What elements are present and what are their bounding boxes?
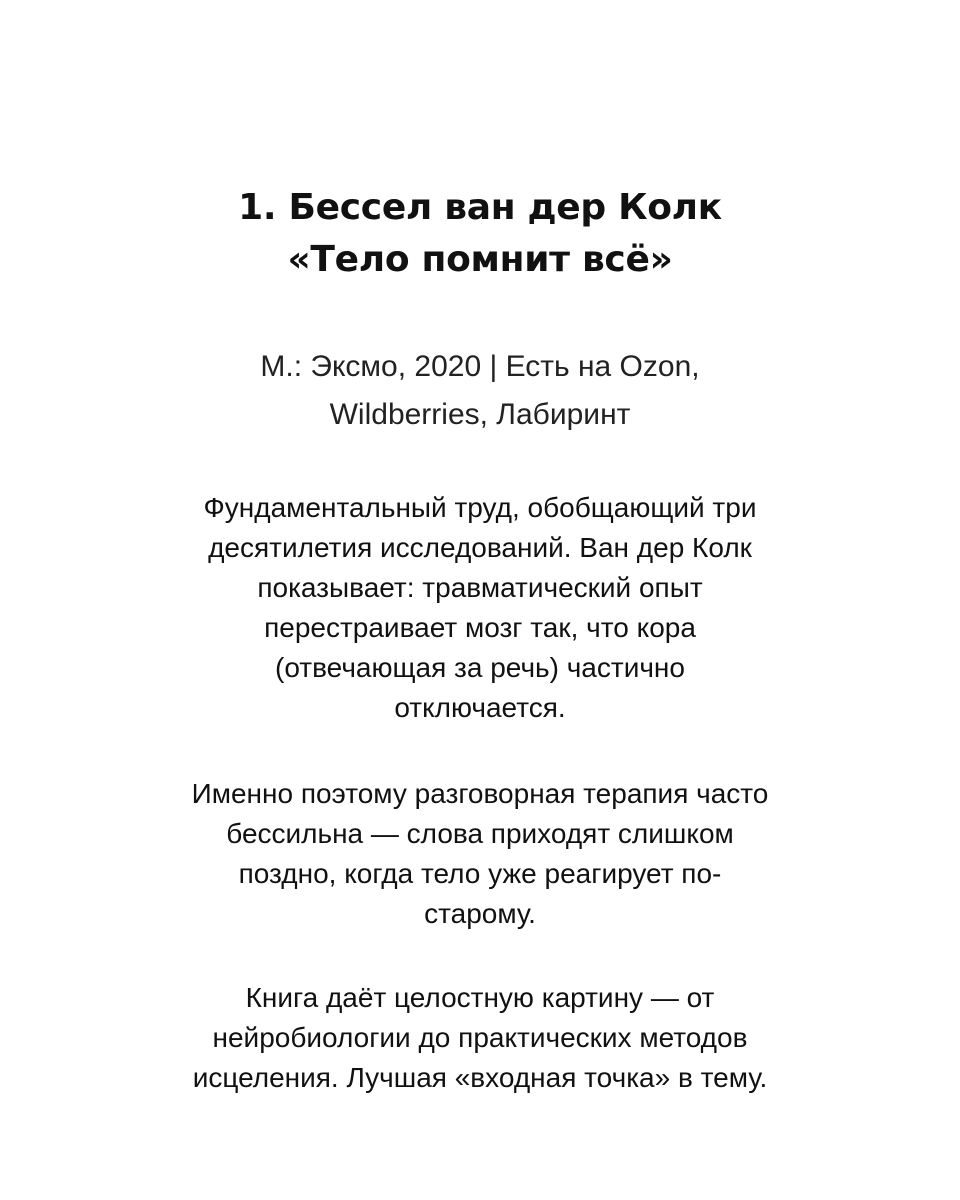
publication-info-line: М.: Эксмо, 2020 | Есть на Ozon,	[260, 350, 700, 383]
paragraph-line: перестраивает мозг так, что кора	[264, 612, 696, 643]
description-paragraph	[80, 774, 880, 934]
paragraph-line: старому.	[424, 898, 536, 929]
paragraph-line: (отвечающая за речь) частично	[275, 652, 685, 683]
description-paragraph	[80, 488, 880, 728]
paragraph-line: Книга даёт целостную картину — от	[245, 982, 715, 1013]
paragraph-line: бессильна — слова приходят слишком	[226, 818, 734, 849]
description-paragraph	[80, 978, 880, 1098]
paragraph-line: нейробиологии до практических методов	[212, 1022, 748, 1053]
paragraph-line: показывает: травматический опыт	[257, 572, 703, 603]
paragraph-line: исцеления. Лучшая «входная точка» в тему.	[192, 1062, 768, 1093]
paragraph-line: Фундаментальный труд, обобщающий три	[203, 492, 757, 523]
book-title	[80, 182, 880, 286]
publication-info-line: Wildberries, Лабиринт	[329, 398, 631, 431]
paragraph-line: поздно, когда тело уже реагирует по-	[238, 858, 722, 889]
book-title-line-author: 1. Бессел ван дер Колк	[238, 187, 722, 228]
book-title-line-name: «Тело помнит всё»	[287, 239, 673, 280]
paragraph-line: отключается.	[394, 692, 566, 723]
paragraph-line: десятилетия исследований. Ван дер Колк	[208, 532, 752, 563]
paragraph-line: Именно поэтому разговорная терапия часто	[191, 778, 769, 809]
publication-info	[80, 343, 880, 439]
